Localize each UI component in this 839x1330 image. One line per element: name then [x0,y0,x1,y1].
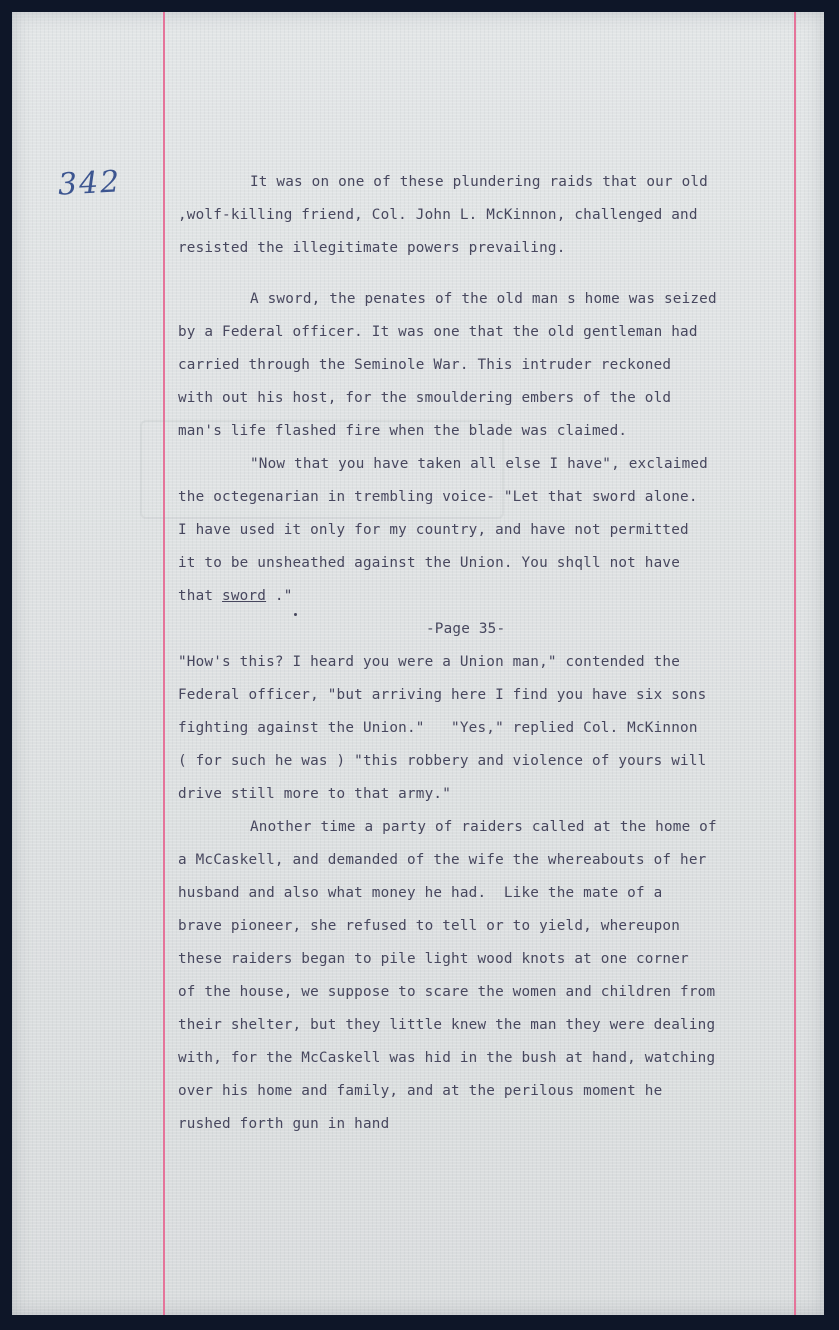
page-marker: -Page 35- [426,621,506,637]
text-line: resisted the illegitimate powers prevailing. [178,240,566,256]
text-line-with-underline [178,586,293,606]
text-line: fighting against the Union." "Yes," replied Col. McKinnon [178,720,698,736]
text-line: It was on one of these plundering raids that our old [250,174,708,190]
text-line: man's life flashed fire when the blade was claimed. [178,423,628,439]
underlined-word: sword [222,588,267,604]
text-line: A sword, the penates of the old man s home was seized [250,291,717,307]
text-line: these raiders began to pile light wood knots at one corner [178,951,689,967]
text-line: drive still more to that army." [178,786,452,802]
text-line: with out his host, for the smouldering embers of the old [178,390,672,406]
text-line: ,wolf-killing friend, Col. John L. McKinnon, challenged and [178,207,698,223]
text-line: the octegenarian in trembling voice- "Let that sword alone. [178,489,698,505]
handwritten-page-number: 342 [57,164,123,203]
text-line: rushed forth gun in hand [178,1116,390,1132]
text-line: over his home and family, and at the perilous moment he [178,1083,663,1099]
text-line: by a Federal officer. It was one that the old gentleman had [178,324,698,340]
stray-dot [294,613,297,616]
left-margin-rule [163,12,165,1315]
text-line: ( for such he was ) "this robbery and violence of yours will [178,753,707,769]
text-line: their shelter, but they little knew the man they were dealing [178,1017,716,1033]
text-line: "Now that you have taken all else I have", exclaimed [250,456,708,472]
text-fragment: ." [266,588,293,604]
text-line: a McCaskell, and demanded of the wife the whereabouts of her [178,852,707,868]
text-line: with, for the McCaskell was hid in the bush at hand, watching [178,1050,716,1066]
typewritten-body [178,167,798,1132]
text-line: it to be unsheathed against the Union. You shqll not have [178,555,681,571]
text-line: carried through the Seminole War. This intruder reckoned [178,357,672,373]
text-line: husband and also what money he had. Like the mate of a [178,885,663,901]
text-fragment: that [178,588,214,604]
text-line: of the house, we suppose to scare the women and children from [178,984,716,1000]
text-line: brave pioneer, she refused to tell or to yield, whereupon [178,918,681,934]
text-line: Federal officer, "but arriving here I find you have six sons [178,687,707,703]
text-line: I have used it only for my country, and have not permitted [178,522,689,538]
text-line: "How's this? I heard you were a Union man," contended the [178,654,681,670]
text-line: Another time a party of raiders called at the home of [250,819,717,835]
